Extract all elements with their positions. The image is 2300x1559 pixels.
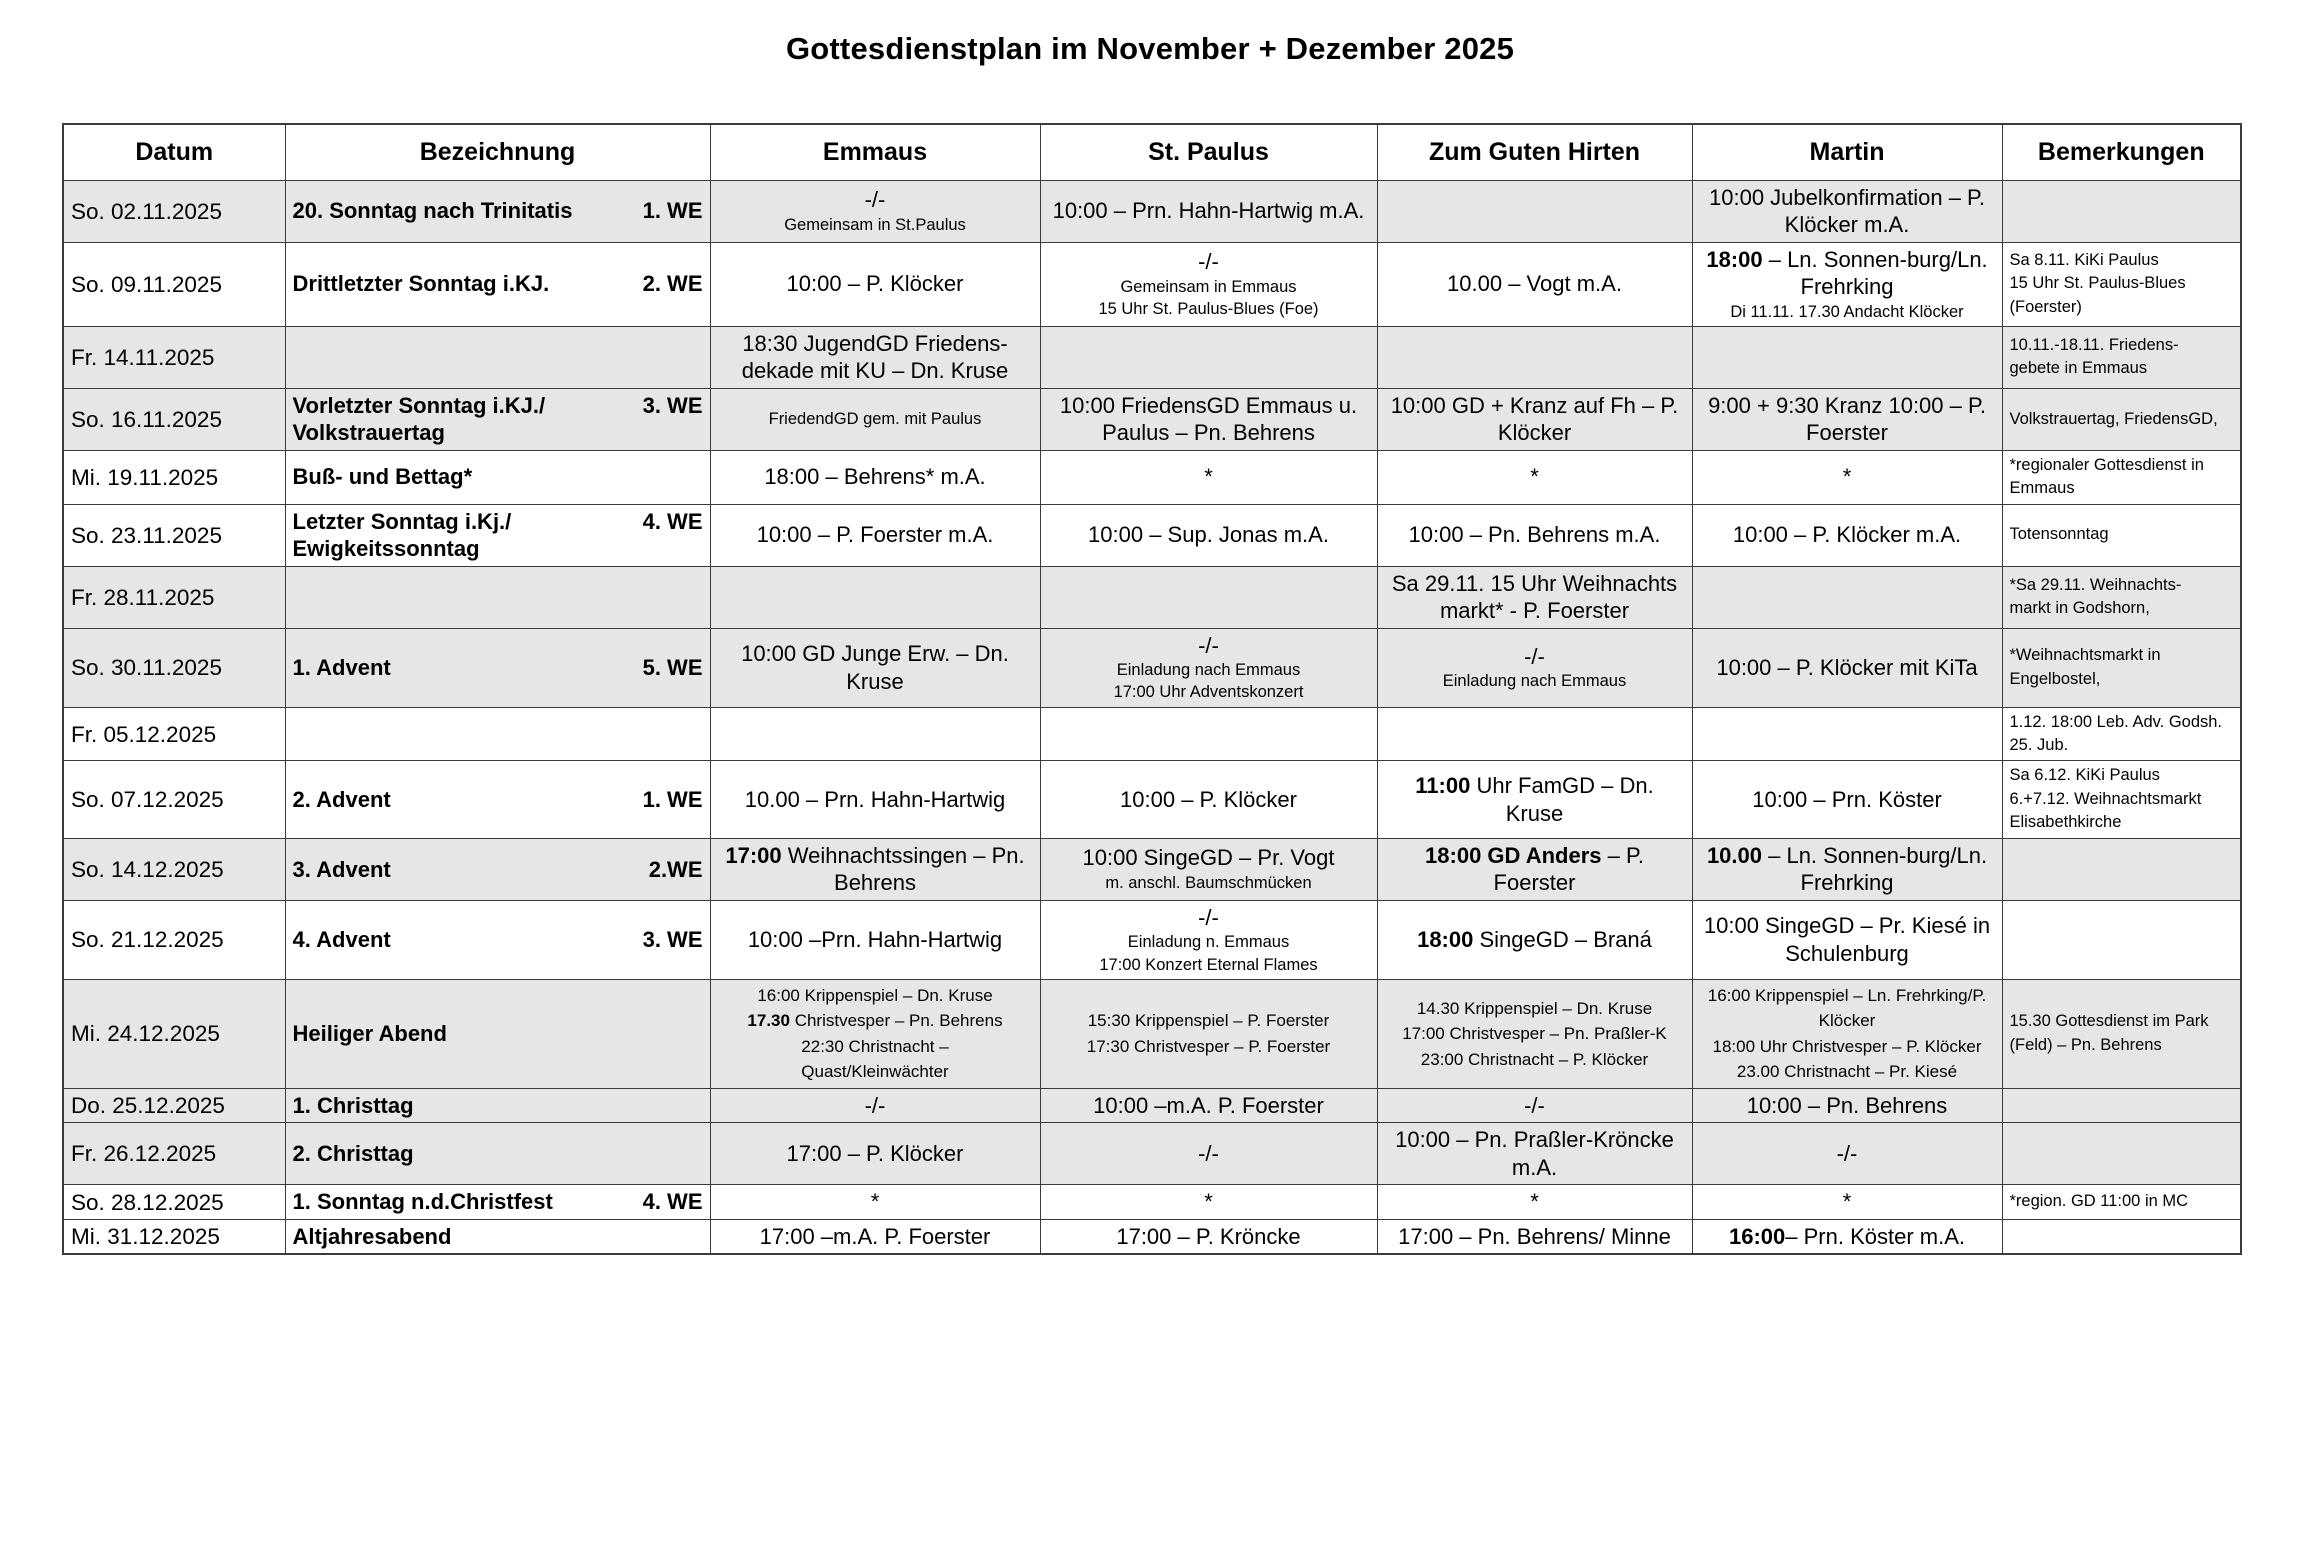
zum-guten-hirten-main: 10:00 – Pn. Praßler-Kröncke m.A. xyxy=(1395,1127,1674,1180)
bezeichnung-cell xyxy=(285,628,710,707)
zum-guten-hirten-cell xyxy=(1377,566,1692,628)
bezeichnung-line2: Volkstrauertag xyxy=(292,420,445,446)
bemerkung-line: Sa 8.11. KiKi Paulus xyxy=(2009,251,2159,269)
st-paulus-cell xyxy=(1040,388,1377,450)
emmaus-cell xyxy=(710,450,1040,504)
st-paulus-note: Einladung n. Emmaus 17:00 Konzert Eternal Flames xyxy=(1099,933,1318,974)
zum-guten-hirten-cell xyxy=(1377,326,1692,388)
zum-guten-hirten-cell xyxy=(1377,388,1692,450)
table-row xyxy=(63,761,2241,838)
martin-main: * xyxy=(1842,464,1852,490)
bemerkung-line: Engelbostel, xyxy=(2009,669,2101,688)
date-cell: So. 02.11.2025 xyxy=(63,180,285,242)
martin-cell xyxy=(1692,761,2002,838)
st-paulus-entry: 15:30 Krippenspiel – P. Foerster xyxy=(1087,1011,1330,1031)
bezeichnung-cell xyxy=(285,504,710,566)
st-paulus-main: 10:00 FriedensGD Emmaus u. Paulus – Pn. Behrens xyxy=(1059,392,1358,446)
emmaus-cell xyxy=(710,838,1040,900)
emmaus-cell xyxy=(710,1088,1040,1123)
bemerkung-line: 6.+7.12. Weihnachtsmarkt xyxy=(2009,789,2202,808)
table-row xyxy=(63,900,2241,979)
bemerkung-line: gebete in Emmaus xyxy=(2009,359,2148,378)
emmaus-entry: 22:30 Christnacht – xyxy=(801,1036,949,1056)
zum-guten-hirten-main: -/- xyxy=(1524,1092,1545,1118)
martin-cell xyxy=(1692,242,2002,326)
zum-guten-hirten-cell xyxy=(1377,450,1692,504)
zum-guten-hirten-cell xyxy=(1377,628,1692,707)
emmaus-cell xyxy=(710,326,1040,388)
bezeichnung-label: 1. Advent xyxy=(292,654,391,680)
bezeichnung-label: Altjahresabend xyxy=(292,1223,452,1249)
bemerkungen-cell xyxy=(2002,566,2241,628)
emmaus-cell xyxy=(710,900,1040,979)
table-header-row xyxy=(63,124,2241,180)
st-paulus-main: 10:00 –m.A. P. Foerster xyxy=(1093,1092,1324,1118)
zum-guten-hirten-cell xyxy=(1377,180,1692,242)
bemerkungen-cell xyxy=(2002,1123,2241,1185)
emmaus-entry: 16:00 Krippenspiel – Dn. Kruse xyxy=(757,985,993,1005)
martin-entries xyxy=(1700,983,1995,1085)
bemerkung-line: Volkstrauertag, FriedensGD, xyxy=(2009,409,2218,428)
we-badge: 2.WE xyxy=(648,856,703,882)
bezeichnung-cell xyxy=(285,761,710,838)
zum-guten-hirten-main: * xyxy=(1530,1189,1539,1215)
st-paulus-main: -/- xyxy=(1198,632,1219,658)
bezeichnung-cell xyxy=(285,979,710,1088)
st-paulus-cell xyxy=(1040,707,1377,761)
emmaus-entry: 17.30 Christvesper – Pn. Behrens xyxy=(747,1011,1003,1031)
bemerkung-line: Totensonntag xyxy=(2009,525,2109,544)
zum-guten-hirten-cell xyxy=(1377,1219,1692,1254)
we-badge: 2. WE xyxy=(642,271,703,297)
emmaus-note: Gemeinsam in St.Paulus xyxy=(784,215,966,234)
we-badge: 1. WE xyxy=(642,786,703,812)
emmaus-main: -/- xyxy=(864,1092,886,1118)
table-row xyxy=(63,628,2241,707)
table-row xyxy=(63,326,2241,388)
we-badge: 4. WE xyxy=(642,1189,703,1215)
st-paulus-main: -/- xyxy=(1198,249,1219,275)
zum-guten-hirten-entries xyxy=(1385,996,1685,1073)
bezeichnung-line1: Vorletzter Sonntag i.KJ./ 3. WE xyxy=(292,392,703,418)
bezeichnung-label: Buß- und Bettag* xyxy=(292,464,473,490)
zum-guten-hirten-cell xyxy=(1377,242,1692,326)
zum-guten-hirten-cell xyxy=(1377,761,1692,838)
bemerkungen-cell xyxy=(2002,1185,2241,1220)
emmaus-main: 10:00 –Prn. Hahn-Hartwig xyxy=(747,927,1003,953)
bemerkung-line: 25. Jub. xyxy=(2009,736,2069,755)
table-row xyxy=(63,242,2241,326)
emmaus-note: FriedendGD gem. mit Paulus xyxy=(768,410,982,429)
zum-guten-hirten-cell xyxy=(1377,900,1692,979)
table-row xyxy=(63,707,2241,761)
martin-main: 16:00– Prn. Köster m.A. xyxy=(1728,1223,1965,1249)
schedule-table-wrapper xyxy=(62,123,2240,1255)
zum-guten-hirten-cell xyxy=(1377,1123,1692,1185)
martin-cell xyxy=(1692,326,2002,388)
st-paulus-cell xyxy=(1040,566,1377,628)
zum-guten-hirten-cell xyxy=(1377,1088,1692,1123)
column-header-st-paulus: St. Paulus xyxy=(1040,124,1377,180)
bemerkungen-cell xyxy=(2002,388,2241,450)
table-row xyxy=(63,1088,2241,1123)
martin-entry: 23.00 Christnacht – Pr. Kiesé xyxy=(1736,1062,1958,1082)
emmaus-main: 17:00 – P. Klöcker xyxy=(786,1141,964,1167)
martin-note: Di 11.11. 17.30 Andacht Klöcker xyxy=(1730,302,1964,321)
zum-guten-hirten-main: 17:00 – Pn. Behrens/ Minne xyxy=(1398,1223,1671,1249)
martin-cell xyxy=(1692,838,2002,900)
st-paulus-cell xyxy=(1040,1088,1377,1123)
zum-guten-hirten-main: Sa 29.11. 15 Uhr Weihnachts markt* - P. Foerster xyxy=(1391,570,1678,624)
bezeichnung-cell xyxy=(285,1088,710,1123)
date-cell: Fr. 05.12.2025 xyxy=(63,707,285,761)
st-paulus-cell xyxy=(1040,900,1377,979)
column-header-datum: Datum xyxy=(63,124,285,180)
martin-cell xyxy=(1692,979,2002,1088)
bemerkungen-cell xyxy=(2002,838,2241,900)
st-paulus-entries xyxy=(1048,1008,1370,1059)
st-paulus-cell xyxy=(1040,761,1377,838)
martin-entry: 16:00 Krippenspiel – Ln. Frehrking/P. Klöcker xyxy=(1707,985,1987,1031)
martin-main: 10:00 – P. Klöcker m.A. xyxy=(1732,522,1962,548)
page-title: Gottesdienstplan im November + Dezember 2025 xyxy=(785,31,1515,66)
bezeichnung-label: Drittletzter Sonntag i.KJ. xyxy=(292,271,550,297)
bezeichnung-label: 2. Advent xyxy=(292,786,391,812)
st-paulus-cell xyxy=(1040,1123,1377,1185)
bemerkung-line: 15 Uhr St. Paulus-Blues xyxy=(2009,274,2186,293)
st-paulus-cell xyxy=(1040,979,1377,1088)
bemerkungen-cell xyxy=(2002,326,2241,388)
date-cell: So. 30.11.2025 xyxy=(63,628,285,707)
emmaus-main: 10:00 – P. Foerster m.A. xyxy=(756,522,994,548)
st-paulus-cell xyxy=(1040,504,1377,566)
table-row xyxy=(63,1185,2241,1220)
martin-cell xyxy=(1692,180,2002,242)
bemerkung-line: *region. GD 11:00 in MC xyxy=(2009,1192,2189,1211)
st-paulus-main: -/- xyxy=(1198,904,1219,930)
we-badge: 5. WE xyxy=(642,654,703,680)
bezeichnung-cell xyxy=(285,450,710,504)
martin-cell xyxy=(1692,1185,2002,1220)
emmaus-cell xyxy=(710,180,1040,242)
bemerkung-line: *Weihnachtsmarkt in xyxy=(2009,646,2161,665)
martin-cell xyxy=(1692,1123,2002,1185)
we-badge: 3. WE xyxy=(642,927,703,953)
emmaus-main: 18:30 JugendGD Friedens-dekade mit KU – Dn. Kruse xyxy=(741,330,1009,384)
zum-guten-hirten-main: 10:00 GD + Kranz auf Fh – P. Klöcker xyxy=(1390,392,1679,446)
st-paulus-main: 10:00 – Prn. Hahn-Hartwig m.A. xyxy=(1052,198,1365,224)
st-paulus-cell xyxy=(1040,242,1377,326)
date-cell: So. 09.11.2025 xyxy=(63,242,285,326)
emmaus-main: -/- xyxy=(864,187,886,213)
bezeichnung-label: 4. Advent xyxy=(292,927,391,953)
martin-main: 18:00 – Ln. Sonnen-burg/Ln. Frehrking xyxy=(1706,246,1988,299)
bemerkungen-cell xyxy=(2002,180,2241,242)
date-cell: So. 14.12.2025 xyxy=(63,838,285,900)
zum-guten-hirten-entry: 17:00 Christvesper – Pn. Praßler-K xyxy=(1402,1024,1667,1044)
table-row xyxy=(63,450,2241,504)
bezeichnung-cell xyxy=(285,900,710,979)
table-row xyxy=(63,1219,2241,1254)
emmaus-cell xyxy=(710,242,1040,326)
martin-entry: 18:00 Uhr Christvesper – P. Klöcker xyxy=(1712,1036,1982,1056)
bezeichnung-cell xyxy=(285,1185,710,1220)
we-badge: 1. WE xyxy=(642,198,703,224)
emmaus-entry: Quast/Kleinwächter xyxy=(801,1062,949,1082)
zum-guten-hirten-entry: 14.30 Krippenspiel – Dn. Kruse xyxy=(1416,998,1653,1018)
emmaus-cell xyxy=(710,761,1040,838)
martin-cell xyxy=(1692,628,2002,707)
zum-guten-hirten-entry: 23:00 Christnacht – P. Klöcker xyxy=(1420,1049,1649,1069)
bemerkungen-cell xyxy=(2002,707,2241,761)
st-paulus-main: -/- xyxy=(1198,1141,1219,1167)
zum-guten-hirten-cell xyxy=(1377,979,1692,1088)
emmaus-cell xyxy=(710,504,1040,566)
zum-guten-hirten-main: 10:00 – Pn. Behrens m.A. xyxy=(1408,522,1661,548)
bezeichnung-line1: Letzter Sonntag i.Kj./ 4. WE xyxy=(292,508,703,534)
martin-cell xyxy=(1692,566,2002,628)
st-paulus-cell xyxy=(1040,180,1377,242)
emmaus-main: 17:00 Weihnachtssingen – Pn. Behrens xyxy=(725,842,1025,896)
emmaus-main: * xyxy=(870,1189,880,1215)
st-paulus-cell xyxy=(1040,450,1377,504)
bezeichnung-cell xyxy=(285,1123,710,1185)
table-row xyxy=(63,388,2241,450)
bemerkung-line: (Feld) – Pn. Behrens xyxy=(2009,1035,2162,1054)
emmaus-main: 17:00 –m.A. P. Foerster xyxy=(759,1223,991,1249)
bemerkungen-cell xyxy=(2002,761,2241,838)
emmaus-main: 10.00 – Prn. Hahn-Hartwig xyxy=(744,786,1006,812)
emmaus-main: 10:00 GD Junge Erw. – Dn. Kruse xyxy=(741,641,1009,694)
date-cell: Mi. 31.12.2025 xyxy=(63,1219,285,1254)
table-row xyxy=(63,180,2241,242)
martin-main: 9:00 + 9:30 Kranz 10:00 – P. Foerster xyxy=(1708,392,1986,446)
column-header-emmaus: Emmaus xyxy=(710,124,1040,180)
table-row xyxy=(63,838,2241,900)
martin-main: 10:00 Jubelkonfirmation – P. Klöcker m.A. xyxy=(1709,184,1985,237)
st-paulus-main: * xyxy=(1204,1189,1213,1215)
martin-cell xyxy=(1692,1088,2002,1123)
st-paulus-note: Einladung nach Emmaus 17:00 Uhr Adventskonzert xyxy=(1113,661,1304,702)
emmaus-entries xyxy=(718,983,1033,1085)
date-cell: Mi. 24.12.2025 xyxy=(63,979,285,1088)
bemerkungen-cell xyxy=(2002,628,2241,707)
st-paulus-note: m. anschl. Baumschmücken xyxy=(1105,873,1312,892)
bemerkung-line: Emmaus xyxy=(2009,479,2075,498)
bemerkungen-cell xyxy=(2002,242,2241,326)
bezeichnung-label: Heiliger Abend xyxy=(292,1021,447,1047)
bemerkungen-cell xyxy=(2002,979,2241,1088)
date-cell: So. 07.12.2025 xyxy=(63,761,285,838)
bemerkung-line: 15.30 Gottesdienst im Park xyxy=(2009,1012,2209,1031)
bemerkungen-cell xyxy=(2002,504,2241,566)
column-header-martin: Martin xyxy=(1692,124,2002,180)
zum-guten-hirten-main: * xyxy=(1530,464,1539,490)
bezeichnung-cell xyxy=(285,1219,710,1254)
zum-guten-hirten-note: Einladung nach Emmaus xyxy=(1442,672,1627,691)
bezeichnung-label: 1. Christtag xyxy=(292,1092,414,1118)
bezeichnung-label: 2. Christtag xyxy=(292,1141,414,1167)
zum-guten-hirten-main: 18:00 SingeGD – Braná xyxy=(1417,927,1652,953)
bezeichnung-label: 3. Advent xyxy=(292,856,391,882)
martin-main: * xyxy=(1842,1189,1852,1215)
table-row xyxy=(63,979,2241,1088)
date-cell: Fr. 14.11.2025 xyxy=(63,326,285,388)
emmaus-main: 10:00 – P. Klöcker xyxy=(786,271,964,297)
st-paulus-note: Gemeinsam in Emmaus 15 Uhr St. Paulus-Blues (Foe) xyxy=(1098,277,1319,318)
emmaus-cell xyxy=(710,1185,1040,1220)
zum-guten-hirten-main: 10.00 – Vogt m.A. xyxy=(1447,271,1622,297)
bezeichnung-cell xyxy=(285,242,710,326)
date-cell: So. 23.11.2025 xyxy=(63,504,285,566)
bezeichnung-cell xyxy=(285,566,710,628)
emmaus-main: 18:00 – Behrens* m.A. xyxy=(764,464,986,490)
date-cell: Fr. 26.12.2025 xyxy=(63,1123,285,1185)
service-schedule-table xyxy=(62,123,2242,1255)
emmaus-cell xyxy=(710,388,1040,450)
table-row xyxy=(63,1123,2241,1185)
we-badge: 4. WE xyxy=(642,508,703,534)
zum-guten-hirten-cell xyxy=(1377,838,1692,900)
zum-guten-hirten-cell xyxy=(1377,504,1692,566)
column-header-bezeichnung: Bezeichnung xyxy=(285,124,710,180)
bemerkung-line: *Sa 29.11. Weihnachts- xyxy=(2009,575,2182,594)
bemerkungen-cell xyxy=(2002,450,2241,504)
martin-cell xyxy=(1692,900,2002,979)
martin-main: 10:00 – Prn. Köster xyxy=(1752,786,1942,812)
date-cell: So. 28.12.2025 xyxy=(63,1185,285,1220)
martin-cell xyxy=(1692,504,2002,566)
bezeichnung-label: 1. Sonntag n.d.Christfest xyxy=(292,1189,553,1215)
bemerkungen-cell xyxy=(2002,1219,2241,1254)
martin-cell xyxy=(1692,707,2002,761)
zum-guten-hirten-cell xyxy=(1377,707,1692,761)
martin-main: -/- xyxy=(1836,1141,1858,1167)
we-badge: 3. WE xyxy=(642,392,703,418)
st-paulus-main: * xyxy=(1204,464,1213,490)
st-paulus-main: 17:00 – P. Kröncke xyxy=(1116,1223,1301,1249)
st-paulus-main: 10:00 – P. Klöcker xyxy=(1120,786,1297,812)
martin-cell xyxy=(1692,388,2002,450)
bemerkung-line: Sa 6.12. KiKi Paulus xyxy=(2009,766,2160,785)
date-cell: So. 16.11.2025 xyxy=(63,388,285,450)
emmaus-cell xyxy=(710,566,1040,628)
st-paulus-main: 10:00 SingeGD – Pr. Vogt xyxy=(1082,845,1335,871)
bemerkungen-cell xyxy=(2002,900,2241,979)
zum-guten-hirten-main: 18:00 GD Anders – P. Foerster xyxy=(1425,842,1644,896)
column-header-zum-guten-hirten: Zum Guten Hirten xyxy=(1377,124,1692,180)
bemerkung-line: markt in Godshorn, xyxy=(2009,599,2150,618)
emmaus-cell xyxy=(710,1123,1040,1185)
bemerkungen-cell xyxy=(2002,1088,2241,1123)
zum-guten-hirten-cell xyxy=(1377,1185,1692,1220)
st-paulus-entry: 17:30 Christvesper – P. Foerster xyxy=(1086,1036,1331,1056)
date-cell: Do. 25.12.2025 xyxy=(63,1088,285,1123)
bezeichnung-line2: Ewigkeitssonntag xyxy=(292,536,480,562)
emmaus-cell xyxy=(710,979,1040,1088)
table-body xyxy=(63,180,2241,1254)
table-row xyxy=(63,566,2241,628)
martin-main: 10:00 – P. Klöcker mit KiTa xyxy=(1716,654,1978,680)
martin-cell xyxy=(1692,1219,2002,1254)
martin-main: 10:00 SingeGD – Pr. Kiesé in Schulenburg xyxy=(1703,913,1991,966)
date-cell: Mi. 19.11.2025 xyxy=(63,450,285,504)
date-cell: Fr. 28.11.2025 xyxy=(63,566,285,628)
column-header-bemerkungen: Bemerkungen xyxy=(2002,124,2241,180)
emmaus-cell xyxy=(710,628,1040,707)
bemerkung-line: 1.12. 18:00 Leb. Adv. Godsh. xyxy=(2009,712,2223,731)
bezeichnung-label: 20. Sonntag nach Trinitatis xyxy=(292,198,573,224)
martin-main: 10.00 – Ln. Sonnen-burg/Ln. Frehrking xyxy=(1706,842,1988,896)
martin-cell xyxy=(1692,450,2002,504)
date-cell: So. 21.12.2025 xyxy=(63,900,285,979)
st-paulus-cell xyxy=(1040,628,1377,707)
bemerkung-line: (Foerster) xyxy=(2009,297,2082,316)
st-paulus-cell xyxy=(1040,1185,1377,1220)
bezeichnung-cell xyxy=(285,388,710,450)
st-paulus-main: 10:00 – Sup. Jonas m.A. xyxy=(1088,522,1329,548)
bezeichnung-cell xyxy=(285,326,710,388)
bemerkung-line: *regionaler Gottesdienst in xyxy=(2009,455,2204,474)
emmaus-cell xyxy=(710,1219,1040,1254)
bezeichnung-cell xyxy=(285,838,710,900)
st-paulus-cell xyxy=(1040,1219,1377,1254)
martin-main: 10:00 – Pn. Behrens xyxy=(1746,1092,1948,1118)
bezeichnung-cell xyxy=(285,707,710,761)
st-paulus-cell xyxy=(1040,326,1377,388)
zum-guten-hirten-main: -/- xyxy=(1524,643,1545,669)
st-paulus-cell xyxy=(1040,838,1377,900)
zum-guten-hirten-main: 11:00 Uhr FamGD – Dn. Kruse xyxy=(1415,773,1654,826)
emmaus-cell xyxy=(710,707,1040,761)
bezeichnung-cell xyxy=(285,180,710,242)
bemerkung-line: Elisabethkirche xyxy=(2009,813,2122,832)
bemerkung-line: 10.11.-18.11. Friedens- xyxy=(2009,335,2179,354)
table-row xyxy=(63,504,2241,566)
